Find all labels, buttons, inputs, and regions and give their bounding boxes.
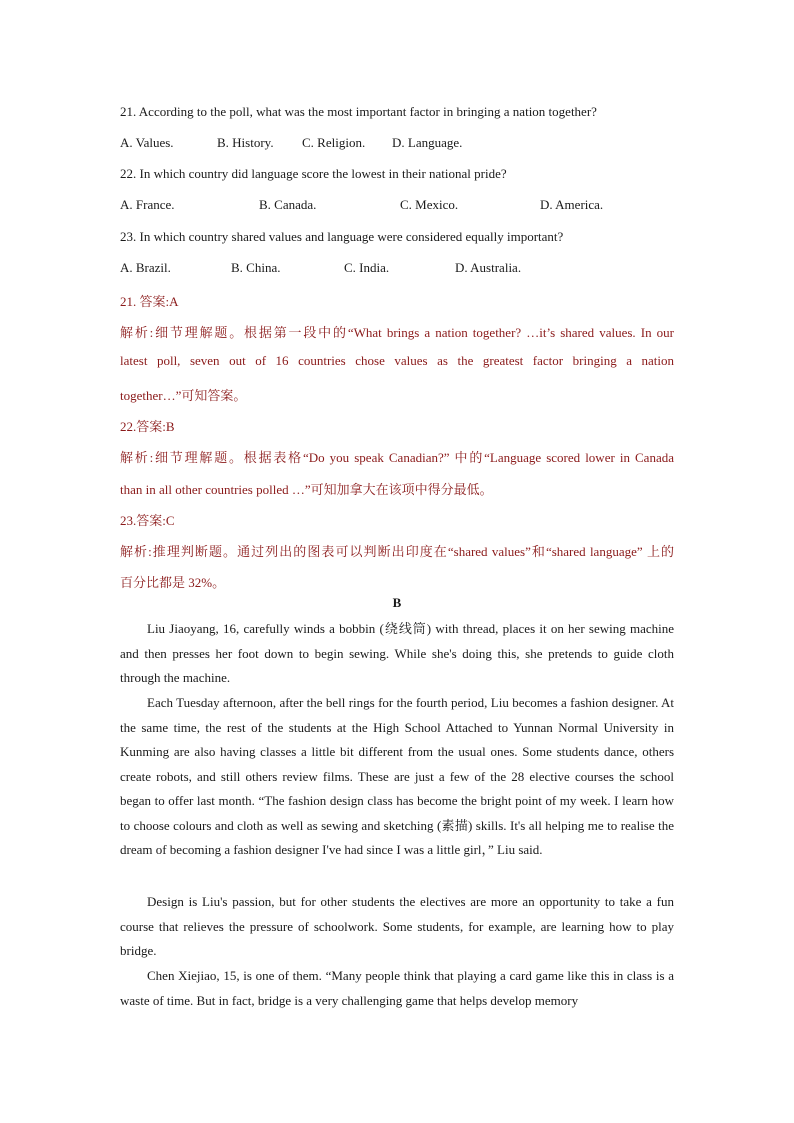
option-21-b: B. History. <box>217 135 274 150</box>
answer-23-explanation-line: 百分比都是 32%。 <box>120 575 226 590</box>
passage-paragraph-text: Each Tuesday afternoon, after the bell rings for the fourth period, Liu becomes a fashion designer. At the same time, the rest of the students at the High School Attached to Yunnan Normal University in Kunming are also having classes a little bit different from the usual ones. Some students dance, others create robots, and still others review films. These are just a few of the 28 elective courses the school began to offer last month. “The fashion design class has become the bright point of my week. I learn how to choose colours and cloth as well as sewing and sketching (素描) skills. It's all helping me to realise the dream of becoming a fashion designer I've had since I was a little girl，” Liu said. <box>120 695 674 857</box>
passage-paragraph-text: Chen Xiejiao, 15, is one of them. “Many people think that playing a card game like this in class is a waste of time. But in fact, bridge is a very challenging game that helps develop memory <box>120 968 674 1008</box>
option-22-d: D. America. <box>540 197 604 212</box>
answer-23-explanation-line: 解析:推理判断题。通过列出的图表可以判断出印度在“shared values”和“shared language” 上的 <box>120 544 674 559</box>
option-22-b: B. Canada. <box>259 197 317 212</box>
passage-paragraph <box>120 617 674 691</box>
answer-22-explanation-line: 解析:细节理解题。根据表格“Do you speak Canadian?” 中的“Language scored lower in Canada <box>120 450 674 465</box>
answer-21-label: 21. 答案:A <box>120 294 179 309</box>
option-23-a: A. Brazil. <box>120 260 171 275</box>
question-22: 22. In which country did language score the lowest in their national pride? <box>120 166 507 181</box>
passage-paragraph <box>120 964 674 1013</box>
answer-21-explanation-line: latest poll, seven out of 16 countries chose values as the greatest factor bringing a nation <box>120 353 674 368</box>
answer-21-explanation-line: together…”可知答案。 <box>120 388 247 403</box>
answer-21-explanation-line: 解析:细节理解题。根据第一段中的“What brings a nation together? …it’s shared values. In our <box>120 325 674 340</box>
answer-22-label: 22.答案:B <box>120 419 175 434</box>
section-title: B <box>392 595 402 610</box>
passage-paragraph <box>120 890 674 964</box>
passage-paragraph-text: Liu Jiaoyang, 16, carefully winds a bobbin (绕线筒) with thread, places it on her sewing machine and then presses her foot down to begin sewing. While she's doing this, she pretends to guide cloth through the machine. <box>120 621 674 685</box>
passage-paragraph-text: Design is Liu's passion, but for other students the electives are more an opportunity to take a fun course that relieves the pressure of schoolwork. Some students, for example, are learning how to play bridge. <box>120 894 674 958</box>
question-21: 21. According to the poll, what was the most important factor in bringing a nation together? <box>120 104 597 119</box>
option-23-c: C. India. <box>344 260 390 275</box>
option-22-c: C. Mexico. <box>400 197 459 212</box>
option-22-a: A. France. <box>120 197 175 212</box>
answer-22-explanation-line: than in all other countries polled …”可知加拿大在该项中得分最低。 <box>120 482 493 497</box>
option-21-a: A. Values. <box>120 135 174 150</box>
option-21-d: D. Language. <box>392 135 463 150</box>
option-23-b: B. China. <box>231 260 281 275</box>
passage-paragraph <box>120 691 674 863</box>
option-21-c: C. Religion. <box>302 135 366 150</box>
option-23-d: D. Australia. <box>455 260 522 275</box>
question-23: 23. In which country shared values and language were considered equally important? <box>120 229 564 244</box>
answer-23-label: 23.答案:C <box>120 513 175 528</box>
